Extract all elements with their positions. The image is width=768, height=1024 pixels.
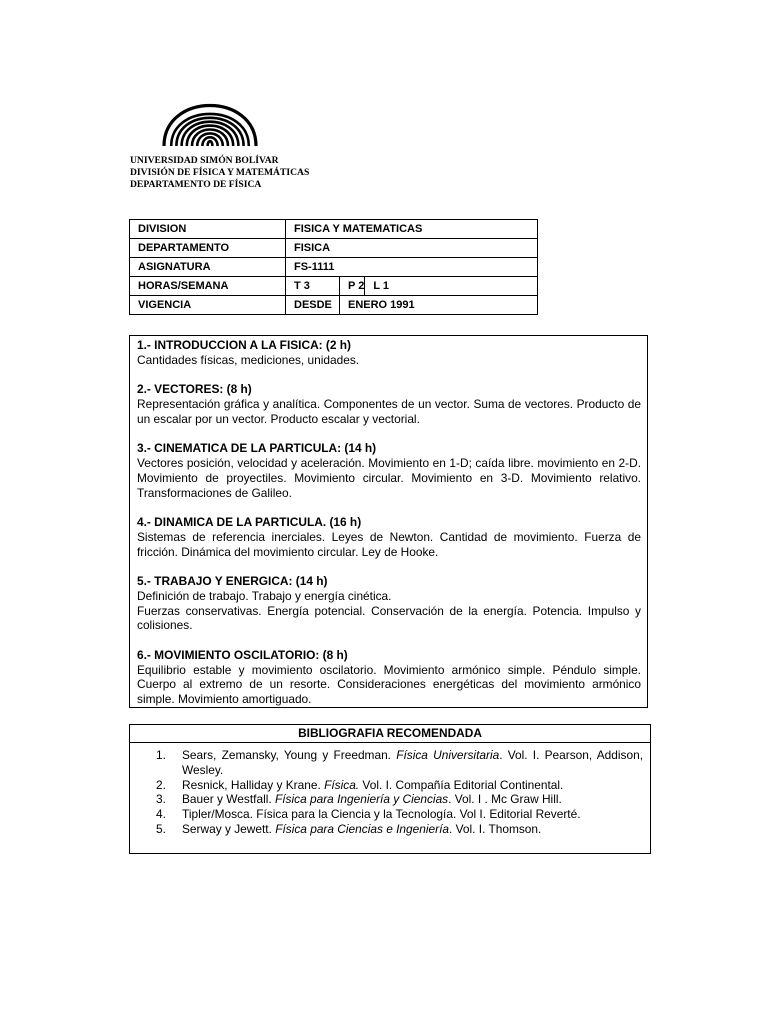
item-authors: Tipler/Mosca. Física para la Ciencia y la Tecnología. Vol I. Editorial Reverté. [182,807,581,822]
horas-laboratorio: L 1 [365,277,538,296]
item-authors: Resnick, Halliday y Krane. [182,777,325,792]
departamento-row [130,239,538,258]
bibliography-item [156,748,643,778]
vigencia-row [130,296,538,315]
asignatura-value: FS-1111 [286,258,538,277]
item-title: Física para Ciencias e Ingeniería [275,821,450,836]
horas-label: HORAS/SEMANA [130,277,286,296]
item-details: . Vol. I . Mc Graw Hill. [448,792,562,807]
item-details: Vol. I. Compañía Editorial Continental. [359,777,564,792]
item-title: Física para Ingeniería y Ciencias [274,792,449,807]
item-authors: Sears, Zemansky, Young y Freedman. [182,748,397,762]
section-title: 1.- INTRODUCCION A LA FISICA: (2 h) [137,338,352,352]
item-number: 1. [156,748,166,762]
division-label: DIVISION [130,220,286,239]
section-text: Definición de trabajo. Trabajo y energía cinética. [137,588,392,603]
bibliography-item [156,822,643,837]
course-info-table [129,219,538,315]
vigencia-label: VIGENCIA [130,296,286,315]
item-authors: Serway y Jewett. [182,821,276,836]
section-title: 2.- VECTORES: (8 h) [137,382,252,397]
department-name: DEPARTAMENTO DE FÍSICA [130,179,262,190]
bibliography-item [156,792,643,807]
bibliography-heading: BIBLIOGRAFIA RECOMENDADA [130,725,650,743]
item-title: Física Universitaria [396,748,500,762]
vigencia-value: ENERO 1991 [340,296,538,315]
section-title: 3.- CINEMATICA DE LA PARTICULA: (14 h) [137,441,377,456]
asignatura-label: ASIGNATURA [130,258,286,277]
item-number: 5. [156,821,166,836]
item-details: . Vol. I. Thomson. [449,821,542,836]
section-4 [137,515,641,559]
bibliography-box [129,724,651,854]
item-authors: Bauer y Westfall. [182,792,275,807]
section-text: Vectores posición, velocidad y aceleración. Movimiento en 1-D; caída libre. movimiento en 2-D. Movimiento de proyectiles. Movimiento circular. Movimiento en 3-D. Movimiento relativo. Transformaciones de Galileo. [137,455,641,500]
section-text: Sistemas de referencia inerciales. Leyes de Newton. Cantidad de movimiento. Fuerza de fricción. Dinámica del movimiento circular. Ley de Hooke. [137,529,641,559]
university-name: UNIVERSIDAD SIMÓN BOLÍVAR [130,155,279,166]
horas-practica: P 2 [340,277,365,296]
section-5 [137,574,641,633]
usb-arches-logo-icon [160,88,260,150]
departamento-label: DEPARTAMENTO [130,239,286,258]
division-name: DIVISIÓN DE FÍSICA Y MATEMÁTICAS [130,167,310,178]
bibliography-item [156,807,643,822]
section-title: 6.- MOVIMIENTO OSCILATORIO: (8 h) [137,647,348,662]
syllabus-content [129,335,648,708]
horas-row [130,277,538,296]
section-text: Equilibrio estable y movimiento oscilatorio. Movimiento armónico simple. Péndulo simple. Cuerpo al extremo de un resorte. Consideraciones energéticas del movimiento armónico simple. Movimiento amortiguado. [137,662,641,707]
division-value: FISICA Y MATEMATICAS [286,220,538,239]
departamento-value: FISICA [286,239,538,258]
vigencia-desde: DESDE [286,296,340,315]
institution-header [130,155,309,191]
section-title: 4.- DINAMICA DE LA PARTICULA. (16 h) [137,514,362,529]
horas-teoria: T 3 [286,277,340,296]
item-number: 2. [156,777,166,792]
item-title: Física. [324,777,360,792]
item-details: . Vol. I. Pearson, Addison, Wesley. [182,748,643,777]
division-row [130,220,538,239]
section-title: 5.- TRABAJO Y ENERGICA: (14 h) [137,573,328,588]
section-3 [137,441,641,500]
section-text: Fuerzas conservativas. Energía potencial. Conservación de la energía. Potencia. Impulso y colisiones. [137,603,641,633]
section-text: Representación gráfica y analítica. Componentes de un vector. Suma de vectores. Producto de un escalar por un vector. Producto escalar y vectorial. [137,396,641,426]
section-1 [137,338,641,368]
section-6 [137,648,641,707]
item-number: 4. [156,807,166,822]
item-number: 3. [156,792,166,807]
asignatura-row [130,258,538,277]
section-text: Cantidades físicas, mediciones, unidades. [137,352,360,367]
section-2 [137,382,641,426]
bibliography-list [130,748,650,837]
bibliography-item [156,778,643,793]
